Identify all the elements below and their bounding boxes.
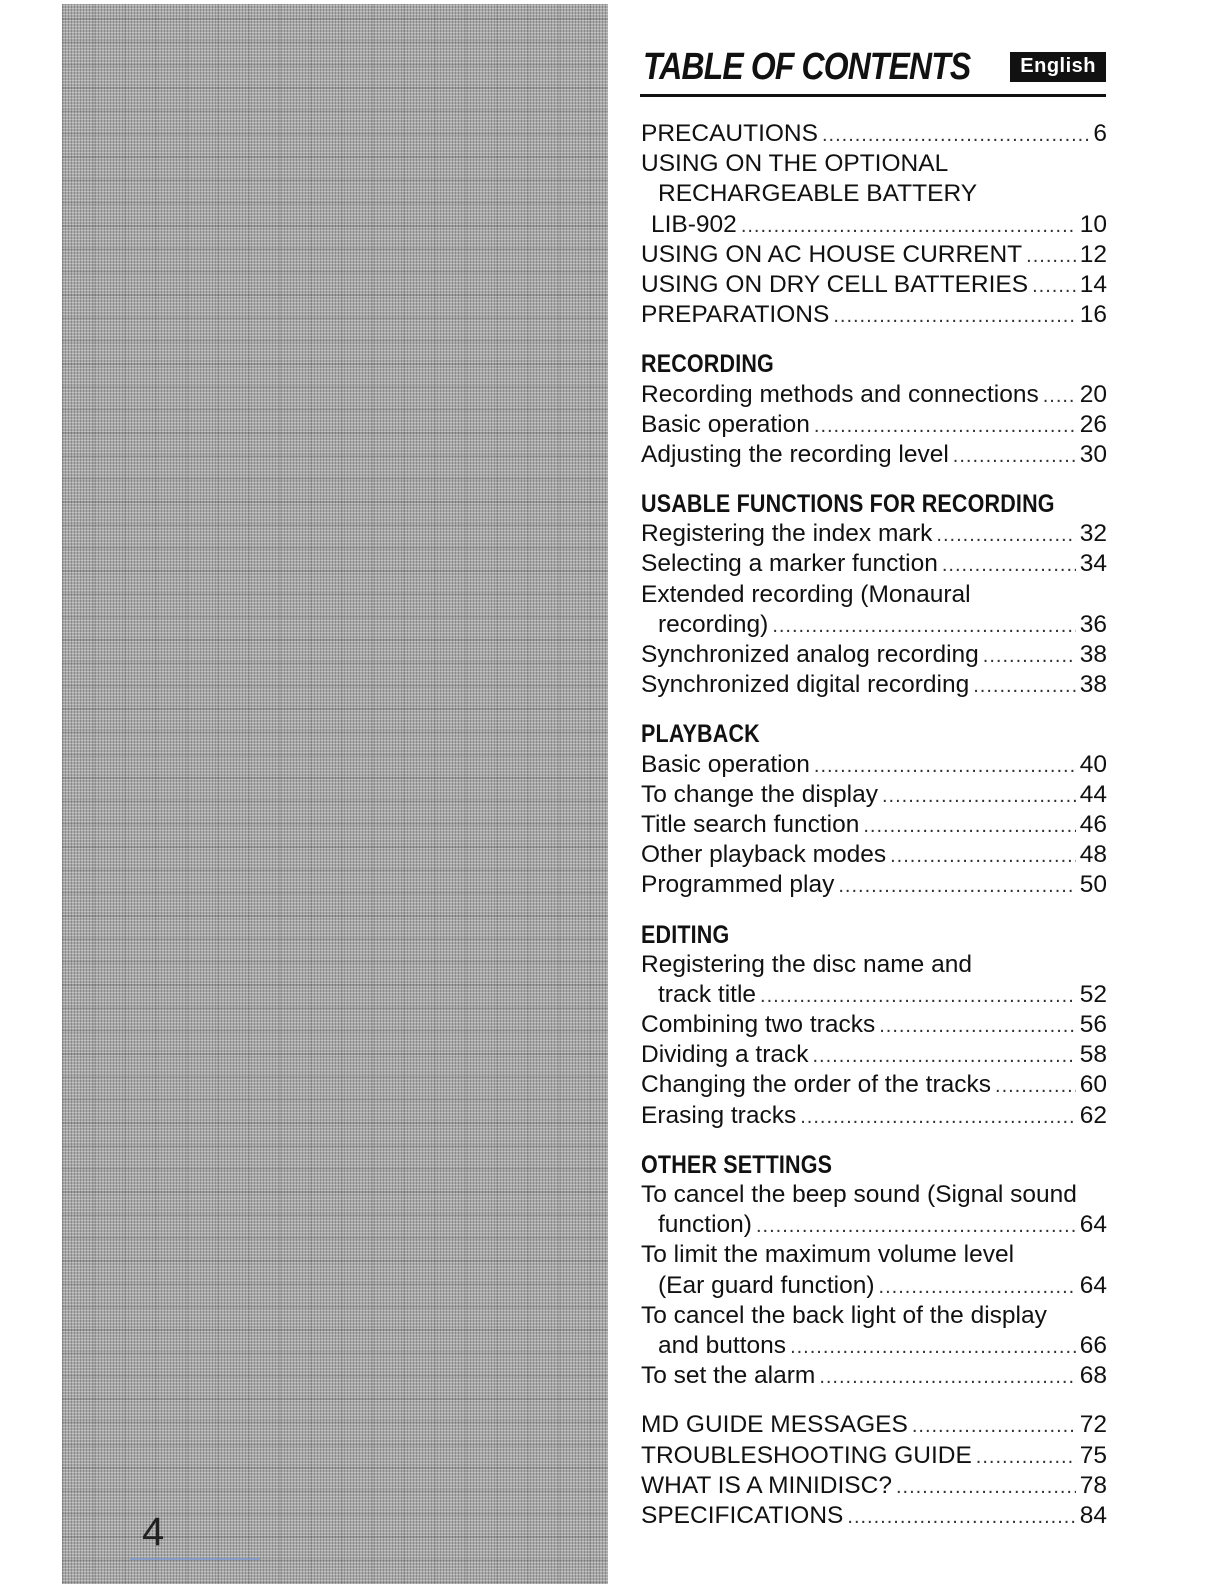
dot-leader — [772, 611, 1075, 641]
toc-entry-ear-guard-function[interactable] — [641, 1271, 1107, 1301]
toc-entry-combining-two-tracks[interactable] — [641, 1010, 1107, 1040]
toc-entry-registering-the-index-mark[interactable] — [641, 519, 1107, 549]
toc-entry-page: 52 — [1079, 980, 1107, 1008]
toc-entry-page: 58 — [1079, 1041, 1107, 1069]
toc-entry-page: 26 — [1079, 410, 1107, 438]
toc-entry-page: 84 — [1079, 1501, 1107, 1529]
dot-leader — [847, 1502, 1075, 1532]
section-heading-recording: RECORDING — [641, 350, 774, 379]
toc-entry-title: To set the alarm — [641, 1362, 816, 1390]
language-badge: English — [1010, 52, 1106, 82]
toc-entry-title: USING ON AC HOUSE CURRENT — [641, 240, 1023, 268]
toc-entry-title: PREPARATIONS — [641, 301, 830, 329]
toc-entry-page: 48 — [1079, 841, 1107, 869]
toc-entry-synchronized-digital-recording[interactable] — [641, 670, 1107, 700]
dot-leader — [976, 1442, 1076, 1472]
toc-entry-line: RECHARGEABLE BATTERY — [658, 180, 978, 208]
toc-entry-title: Title search function — [641, 810, 860, 838]
toc-entry-title: function) — [658, 1211, 752, 1239]
toc-entry-title: Selecting a marker function — [641, 550, 938, 578]
dot-leader — [814, 411, 1076, 441]
dot-leader — [760, 981, 1076, 1011]
toc-entry-page: 10 — [1079, 210, 1107, 238]
section-gap — [641, 470, 1107, 489]
toc-entry-basic-operation[interactable] — [641, 750, 1107, 780]
dot-leader — [1043, 381, 1076, 411]
toc-entry-title: track title — [658, 980, 757, 1008]
dot-leader — [953, 441, 1076, 471]
dot-leader — [1032, 271, 1076, 301]
toc-entry-to-set-the-alarm[interactable] — [641, 1361, 1107, 1391]
toc-entry-page: 44 — [1079, 780, 1107, 808]
toc-entry-title: Changing the order of the tracks — [641, 1071, 992, 1099]
dot-leader — [741, 211, 1076, 241]
title-divider — [640, 94, 1106, 97]
toc-entry-title: Other playback modes — [641, 841, 887, 869]
toc-entry-line: Registering the disc name and — [641, 950, 972, 978]
section-gap — [641, 1391, 1107, 1410]
dot-leader — [879, 1272, 1076, 1302]
toc-entry-page: 50 — [1079, 871, 1107, 899]
toc-entry-page: 16 — [1079, 301, 1107, 329]
toc-entry-selecting-a-marker-function[interactable] — [641, 549, 1107, 579]
toc-entry-title: Adjusting the recording level — [641, 440, 949, 468]
dot-leader — [942, 550, 1076, 580]
toc-entry-synchronized-analog-recording[interactable] — [641, 640, 1107, 670]
dot-leader — [882, 781, 1076, 811]
dot-leader — [890, 841, 1076, 871]
toc-entry-page: 72 — [1079, 1411, 1107, 1439]
toc-entry-dividing-a-track[interactable] — [641, 1040, 1107, 1070]
toc-entry-using-on-dry-cell-batteries[interactable] — [641, 270, 1107, 300]
dot-leader — [936, 520, 1075, 550]
toc-entry-md-guide-messages[interactable] — [641, 1410, 1107, 1440]
page-title: TABLE OF CONTENTS — [643, 46, 971, 88]
toc-entry-title: TROUBLESHOOTING GUIDE — [641, 1441, 972, 1469]
section-heading-playback: PLAYBACK — [641, 720, 760, 749]
toc-entry-line: USING ON THE OPTIONAL — [641, 150, 949, 178]
section-heading-editing: EDITING — [641, 920, 730, 949]
toc-entry-and-buttons[interactable] — [641, 1331, 1107, 1361]
toc-entry-programmed-play[interactable] — [641, 870, 1107, 900]
dot-leader — [879, 1011, 1076, 1041]
toc-entry-title-search-function[interactable] — [641, 810, 1107, 840]
toc-entry-title: Dividing a track — [641, 1041, 809, 1069]
toc-entry-page: 38 — [1079, 641, 1107, 668]
toc-entry-page: 75 — [1079, 1441, 1107, 1469]
toc-entry-title: PRECAUTIONS — [641, 120, 818, 147]
toc-entry-title: Programmed play — [641, 871, 835, 899]
toc-entry-title: recording) — [658, 610, 769, 638]
dot-leader — [995, 1071, 1076, 1101]
toc-entry-line: To limit the maximum volume level — [641, 1241, 1015, 1269]
toc-entry-page: 56 — [1079, 1011, 1107, 1039]
dot-leader — [822, 120, 1089, 150]
section-heading-usable-functions-for-recording: USABLE FUNCTIONS FOR RECORDING — [641, 490, 1055, 519]
dot-leader — [983, 641, 1076, 671]
dot-leader — [800, 1102, 1076, 1132]
title-row — [641, 44, 1106, 92]
toc-entry-page: 66 — [1079, 1331, 1107, 1359]
toc-entry-title: Synchronized digital recording — [641, 671, 970, 699]
toc-entry-title: Basic operation — [641, 750, 810, 778]
dot-leader — [896, 1472, 1076, 1502]
dot-leader — [912, 1411, 1076, 1441]
toc-entry-preparations[interactable] — [641, 300, 1107, 330]
toc-entry-title: Registering the index mark — [641, 520, 933, 548]
toc-entry-troubleshooting-guide[interactable] — [641, 1441, 1107, 1471]
toc-entry-page: 30 — [1079, 440, 1107, 468]
toc-entry-lib-902[interactable] — [641, 210, 1107, 240]
toc-entry-track-title[interactable] — [641, 980, 1107, 1010]
dot-leader — [973, 671, 1076, 701]
toc-entry-adjusting-the-recording-level[interactable] — [641, 440, 1107, 470]
toc-entry-page: 62 — [1079, 1101, 1107, 1129]
toc-entry-title: Synchronized analog recording — [641, 641, 979, 668]
section-gap — [641, 700, 1107, 719]
dot-leader — [863, 811, 1075, 841]
table-of-contents — [641, 119, 1107, 1531]
toc-entry-page: 38 — [1079, 671, 1107, 699]
toc-entry-erasing-tracks[interactable] — [641, 1101, 1107, 1131]
toc-entry-title: Erasing tracks — [641, 1101, 797, 1129]
toc-entry-title: Combining two tracks — [641, 1011, 876, 1039]
toc-entry-page: 68 — [1079, 1362, 1107, 1390]
dot-leader — [790, 1332, 1076, 1362]
toc-entry-precautions[interactable] — [641, 119, 1107, 149]
toc-entry-page: 36 — [1079, 610, 1107, 638]
dot-leader — [833, 301, 1075, 331]
toc-entry-page: 64 — [1079, 1211, 1107, 1239]
decorative-grey-panel — [62, 4, 608, 1584]
toc-entry-page: 40 — [1079, 750, 1107, 778]
toc-entry-page: 14 — [1079, 270, 1107, 298]
toc-entry-basic-operation[interactable] — [641, 410, 1107, 440]
dot-leader — [812, 1041, 1075, 1071]
toc-entry-page: 6 — [1093, 120, 1107, 147]
dot-leader — [838, 871, 1075, 901]
toc-entry-line: To cancel the beep sound (Signal sound — [641, 1181, 1077, 1208]
toc-entry-page: 60 — [1079, 1071, 1107, 1099]
dot-leader — [1026, 241, 1076, 271]
toc-entry-page: 34 — [1079, 550, 1107, 578]
toc-entry-page: 32 — [1079, 520, 1107, 548]
toc-entry-page: 12 — [1079, 240, 1107, 268]
toc-entry-title: LIB-902 — [651, 210, 737, 238]
toc-entry-function[interactable] — [641, 1210, 1107, 1240]
toc-entry-recording[interactable] — [641, 610, 1107, 640]
toc-entry-changing-the-order-of-the-tracks[interactable] — [641, 1070, 1107, 1100]
toc-entry-other-playback-modes[interactable] — [641, 840, 1107, 870]
toc-entry-title: (Ear guard function) — [658, 1271, 875, 1299]
toc-entry-title: To change the display — [641, 780, 878, 808]
toc-entry-title: SPECIFICATIONS — [641, 1501, 844, 1529]
toc-entry-recording-methods-and-connections[interactable] — [641, 380, 1107, 410]
section-gap — [641, 901, 1107, 920]
toc-entry-using-on-ac-house-current[interactable] — [641, 240, 1107, 270]
section-gap — [641, 330, 1107, 349]
dot-leader — [819, 1362, 1075, 1392]
toc-entry-page: 46 — [1079, 810, 1107, 838]
toc-entry-to-change-the-display[interactable] — [641, 780, 1107, 810]
toc-entry-what-is-a-minidisc[interactable] — [641, 1471, 1107, 1501]
toc-entry-page: 20 — [1079, 380, 1107, 408]
toc-entry-title: Basic operation — [641, 410, 810, 438]
toc-entry-line: To cancel the back light of the display — [641, 1301, 1047, 1329]
section-heading-other-settings: OTHER SETTINGS — [641, 1150, 833, 1179]
toc-entry-line: Extended recording (Monaural — [641, 580, 971, 608]
toc-entry-specifications[interactable] — [641, 1501, 1107, 1531]
toc-entry-page: 78 — [1079, 1471, 1107, 1499]
toc-entry-page: 64 — [1079, 1271, 1107, 1299]
toc-entry-title: and buttons — [658, 1331, 787, 1359]
toc-entry-title: WHAT IS A MINIDISC? — [641, 1471, 892, 1499]
dot-leader — [814, 751, 1076, 781]
toc-entry-title: Recording methods and connections — [641, 380, 1039, 408]
toc-entry-title: USING ON DRY CELL BATTERIES — [641, 270, 1029, 298]
page-underline-decoration — [130, 1558, 260, 1560]
page-number: 4 — [142, 1510, 165, 1554]
section-gap — [641, 1131, 1107, 1150]
dot-leader — [756, 1211, 1076, 1241]
toc-entry-title: MD GUIDE MESSAGES — [641, 1411, 908, 1439]
